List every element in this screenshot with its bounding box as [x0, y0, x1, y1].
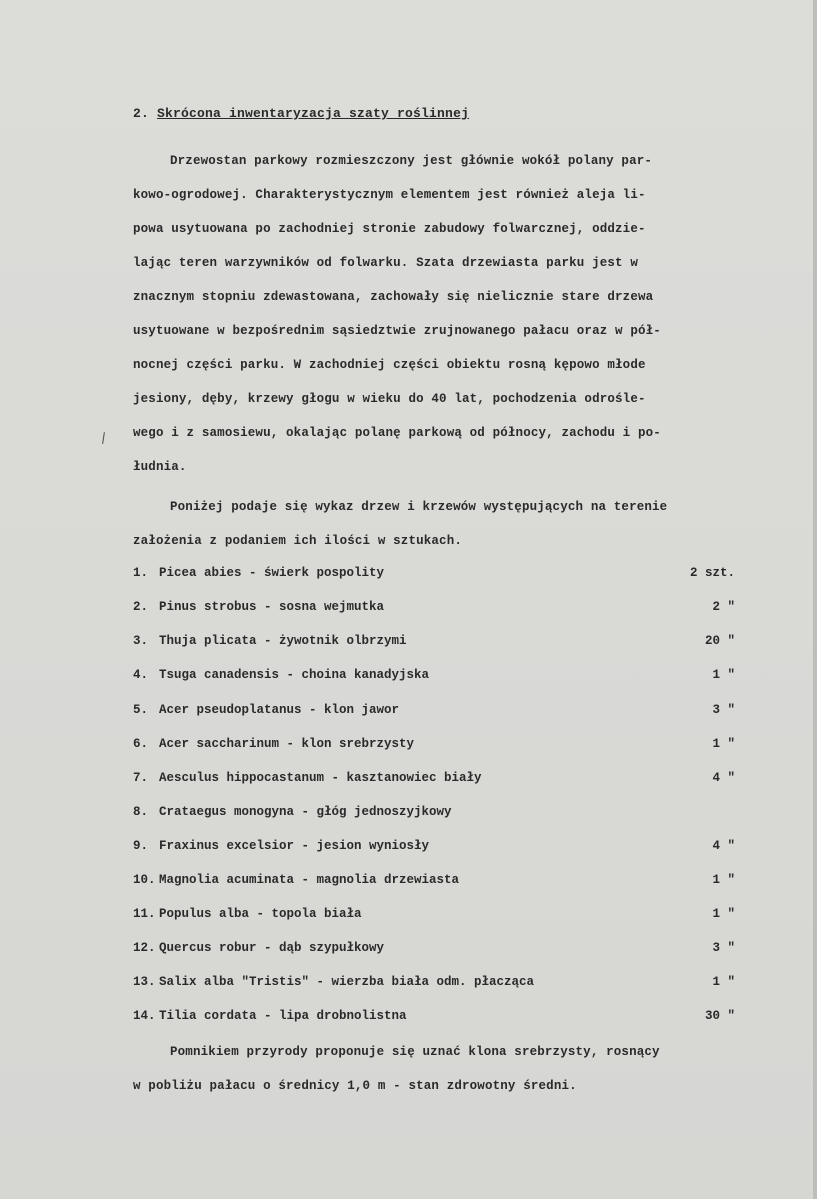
item-name: Tsuga canadensis - choina kanadyjska — [159, 668, 430, 682]
item-number: 14. — [133, 1009, 156, 1023]
paragraph-line: usytuowane w bezpośrednim sąsiedztwie zrujnowanego pałacu oraz w pół- — [133, 324, 661, 338]
item-number: 7. — [133, 771, 149, 785]
section-number: 2. — [133, 106, 150, 121]
item-number: 6. — [133, 737, 149, 751]
item-count: 30 " — [704, 1009, 735, 1023]
item-name: Aesculus hippocastanum - kasztanowiec biały — [159, 771, 482, 785]
paragraph-line: lając teren warzywników od folwarku. Szata drzewiasta parku jest w — [133, 256, 638, 270]
item-name: Thuja plicata - żywotnik olbrzymi — [159, 634, 407, 648]
item-number: 4. — [133, 668, 149, 682]
item-number: 9. — [133, 839, 149, 853]
paragraph-line: znacznym stopniu zdewastowana, zachowały się nielicznie stare drzewa — [133, 290, 654, 304]
item-name: Fraxinus excelsior - jesion wyniosły — [159, 839, 430, 853]
item-count: 1 " — [712, 907, 735, 921]
section-title: Skrócona inwentaryzacja szaty roślinnej — [157, 106, 470, 121]
item-number: 11. — [133, 907, 156, 921]
paragraph-line: kowo-ogrodowej. Charakterystycznym elementem jest również aleja li- — [133, 188, 646, 202]
paragraph-line: łudnia. — [133, 460, 187, 474]
paragraph-line: założenia z podaniem ich ilości w sztukach. — [133, 534, 463, 548]
item-count: 4 " — [712, 771, 735, 785]
item-name: Pinus strobus - sosna wejmutka — [159, 600, 385, 614]
item-number: 1. — [133, 566, 149, 580]
item-number: 10. — [133, 873, 156, 887]
item-name: Salix alba "Tristis" - wierzba biała odm. płacząca — [159, 975, 535, 989]
list-item — [133, 634, 741, 654]
list-item — [133, 907, 741, 927]
item-count: 1 " — [712, 975, 735, 989]
item-count: 20 " — [704, 634, 735, 648]
list-item — [133, 839, 741, 859]
item-number: 5. — [133, 703, 149, 717]
list-item — [133, 737, 741, 757]
paragraph-line: wego i z samosiewu, okalając polanę parkową od północy, zachodu i po- — [133, 426, 661, 440]
item-name: Picea abies - świerk pospolity — [159, 566, 385, 580]
item-name: Magnolia acuminata - magnolia drzewiasta — [159, 873, 460, 887]
item-count: 1 " — [712, 873, 735, 887]
paragraph-line: powa usytuowana po zachodniej stronie zabudowy folwarcznej, oddzie- — [133, 222, 646, 236]
item-name: Populus alba - topola biała — [159, 907, 362, 921]
list-item — [133, 941, 741, 961]
list-item — [133, 566, 741, 586]
item-name: Crataegus monogyna - głóg jednoszyjkowy — [159, 805, 452, 819]
paragraph-line: Poniżej podaje się wykaz drzew i krzewów występujących na terenie — [170, 500, 668, 514]
item-name: Tilia cordata - lipa drobnolistna — [159, 1009, 407, 1023]
item-count: 4 " — [712, 839, 735, 853]
item-number: 8. — [133, 805, 149, 819]
section-heading — [133, 106, 469, 121]
page-edge — [813, 0, 817, 1199]
paragraph-line: Pomnikiem przyrody proponuje się uznać klona srebrzysty, rosnący — [170, 1045, 660, 1059]
paragraph-line: w pobliżu pałacu o średnicy 1,0 m - stan zdrowotny średni. — [133, 1079, 577, 1093]
item-name: Acer saccharinum - klon srebrzysty — [159, 737, 415, 751]
list-item — [133, 600, 741, 620]
item-count: 3 " — [712, 703, 735, 717]
paragraph-line: jesiony, dęby, krzewy głogu w wieku do 40 lat, pochodzenia odrośle- — [133, 392, 646, 406]
list-item — [133, 668, 741, 688]
item-name: Quercus robur - dąb szypułkowy — [159, 941, 385, 955]
item-number: 2. — [133, 600, 149, 614]
list-item — [133, 703, 741, 723]
list-item — [133, 771, 741, 791]
item-number: 13. — [133, 975, 156, 989]
item-count: 1 " — [712, 668, 735, 682]
item-count: 1 " — [712, 737, 735, 751]
list-item — [133, 805, 741, 825]
item-number: 12. — [133, 941, 156, 955]
paragraph-line: Drzewostan parkowy rozmieszczony jest głównie wokół polany par- — [170, 154, 653, 168]
item-name: Acer pseudoplatanus - klon jawor — [159, 703, 400, 717]
item-count: 2 szt. — [689, 566, 735, 580]
item-count: 2 " — [712, 600, 735, 614]
item-number: 3. — [133, 634, 149, 648]
list-item — [133, 1009, 741, 1029]
list-item — [133, 873, 741, 893]
list-item — [133, 975, 741, 995]
item-count: 3 " — [712, 941, 735, 955]
margin-pencil-mark: / — [97, 431, 111, 449]
paragraph-line: nocnej części parku. W zachodniej części obiektu rosną kępowo młode — [133, 358, 646, 372]
